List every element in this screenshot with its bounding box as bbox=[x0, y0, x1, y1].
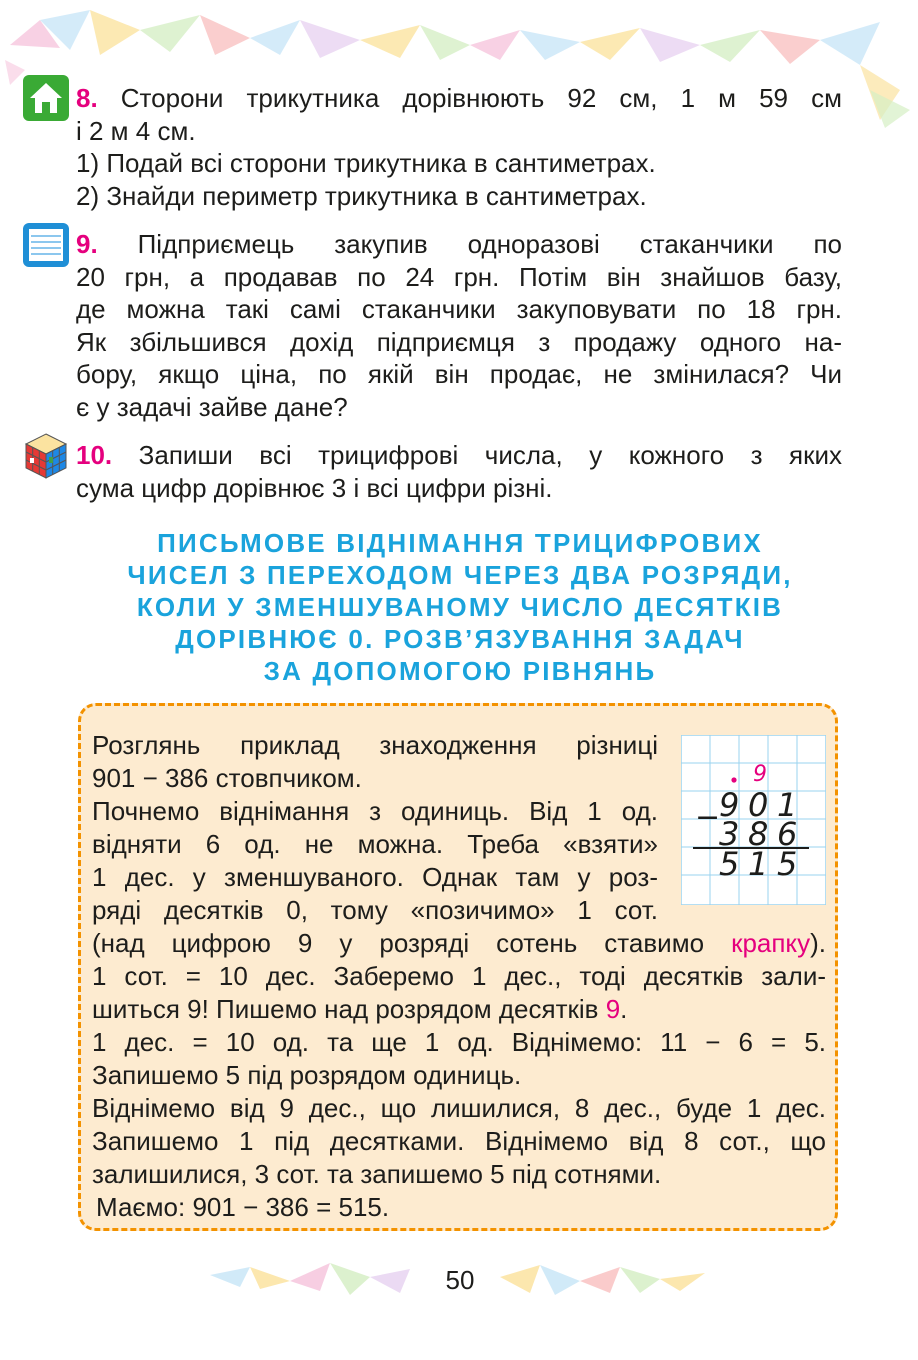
rule-text bbox=[92, 729, 826, 1224]
heading-line-4: ДОРІВНЮЄ 0. РОЗВ’ЯЗУВАННЯ ЗАДАЧ bbox=[175, 624, 745, 654]
task-9-line-5: бору, якщо ціна, по якій він продає, не змінилася? Чи bbox=[76, 359, 842, 389]
rule-line-2: 901 − 386 стовпчиком. bbox=[92, 763, 362, 793]
task-10-number: 10. bbox=[76, 440, 113, 470]
task-8-item-2: 2) Знайди периметр трикутника в сантиметрах. bbox=[76, 180, 647, 211]
rule-dot-word: крапку bbox=[731, 928, 811, 958]
rule-tens-mark: 9 bbox=[605, 994, 621, 1024]
rule-line-10: 1 дес. = 10 од. та ще 1 од. Віднімемо: 11 − 6 = 5. bbox=[92, 1027, 826, 1057]
rule-line-13: Запишемо 1 під десятками. Віднімемо від 8 сот., що bbox=[92, 1126, 826, 1156]
rule-line-3: Почнемо віднімання з одиниць. Від 1 од. bbox=[92, 796, 658, 826]
task-8-text: Сторони трикутника дорівнюють 92 см, 1 м 59 см bbox=[120, 83, 842, 113]
heading-line-5: ЗА ДОПОМОГОЮ РІВНЯНЬ bbox=[263, 656, 657, 686]
rule-line-7-pre: (над цифрою 9 у розряді сотень ставимо bbox=[92, 928, 732, 958]
minuend-digit-2: 0 bbox=[748, 786, 769, 824]
task-9-line-3: де можна такі самі стаканчики закуповувати по 18 грн. bbox=[76, 294, 842, 324]
rule-line-1: Розглянь приклад знаходження різниці bbox=[92, 730, 658, 760]
subtrahend-digit-3: 6 bbox=[777, 815, 798, 853]
rule-line-9-post: . bbox=[620, 994, 628, 1024]
task-10-line-1 bbox=[76, 439, 842, 472]
rule-line-4: відняти 6 од. не можна. Треба «взяти» bbox=[92, 829, 658, 859]
notebook-icon bbox=[22, 222, 70, 268]
rule-line-9 bbox=[92, 993, 826, 1026]
rule-line-14: залишилися, 3 сот. та запишемо 5 під сотнями. bbox=[92, 1159, 662, 1189]
home-icon bbox=[22, 74, 70, 122]
task-10 bbox=[76, 439, 842, 504]
difference-digit-2: 1 bbox=[748, 845, 769, 883]
task-10-line-2: сума цифр дорівнює 3 і всі цифри різні. bbox=[76, 472, 553, 503]
rule-line-6: ряді десятків 0, тому «позичимо» 1 сот. bbox=[92, 895, 658, 925]
minus-sign: − bbox=[695, 800, 721, 835]
task-8-line-1 bbox=[76, 82, 842, 115]
rule-line-7-post: ). bbox=[810, 928, 826, 958]
rule-line-7 bbox=[92, 927, 826, 960]
page-number: 50 bbox=[445, 1265, 475, 1295]
borrow-mark: 9 bbox=[753, 762, 767, 787]
heading-line-2: ЧИСЕЛ З ПЕРЕХОДОМ ЧЕРЕЗ ДВА РОЗРЯДИ, bbox=[127, 560, 793, 590]
rubiks-cube-icon bbox=[22, 432, 70, 480]
subtrahend-digit-2: 8 bbox=[748, 815, 769, 853]
minuend-digit-3: 1 bbox=[777, 786, 798, 824]
heading-line-1: ПИСЬМОВЕ ВІДНІМАННЯ ТРИЦИФРОВИХ bbox=[157, 528, 763, 558]
heading-line-3: КОЛИ У ЗМЕНШУВАНОМУ ЧИСЛО ДЕСЯТКІВ bbox=[136, 592, 784, 622]
rule-line-12: Віднімемо від 9 дес., що лишилися, 8 дес., буде 1 дес. bbox=[92, 1093, 826, 1123]
rule-line-9-pre: шиться 9! Пишемо над розрядом десятків bbox=[92, 994, 606, 1024]
minuend-digit-1: 9 bbox=[719, 786, 740, 824]
task-9 bbox=[76, 228, 842, 423]
task-9-line-4: Як збільшився дохід підприємця з продажу одного на- bbox=[76, 326, 842, 357]
task-9-number: 9. bbox=[76, 229, 98, 259]
rule-line-11: Запишемо 5 під розрядом одиниць. bbox=[92, 1060, 522, 1090]
task-9-line-1 bbox=[76, 228, 842, 261]
difference-digit-1: 5 bbox=[719, 845, 740, 883]
task-10-text-1: Запиши всі трицифрові числа, у кожного з яких bbox=[138, 440, 842, 470]
section-heading bbox=[60, 527, 860, 687]
task-8-number: 8. bbox=[76, 83, 98, 113]
task-8-text-cont: і 2 м 4 см. bbox=[76, 115, 196, 146]
task-8 bbox=[76, 82, 842, 212]
task-9-line-2: 20 грн, а продавав по 24 грн. Потім він знайшов базу, bbox=[76, 261, 842, 292]
rule-line-8: 1 сот. = 10 дес. Заберемо 1 дес., тоді десятків зали- bbox=[92, 961, 826, 991]
task-9-text-1: Підприємець закупив одноразові стаканчики по bbox=[137, 229, 842, 259]
subtrahend-digit-1: 3 bbox=[719, 815, 740, 853]
rule-line-5: 1 дес. у зменшуваного. Однак там у роз- bbox=[92, 862, 658, 892]
task-8-item-1: 1) Подай всі сторони трикутника в сантиметрах. bbox=[76, 148, 656, 178]
rule-result: Маємо: 901 − 386 = 515. bbox=[96, 1192, 390, 1222]
difference-digit-3: 5 bbox=[777, 845, 798, 883]
task-9-line-6: є у задачі зайве дане? bbox=[76, 391, 348, 422]
